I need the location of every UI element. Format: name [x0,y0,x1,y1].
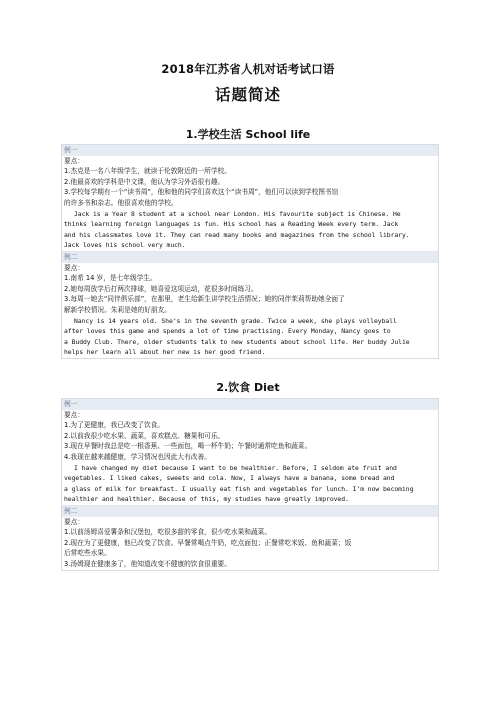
point-line: 3.学校每学期有一个“读书周”，他和他的同学们喜欢这个“读书周”，他们可以读到学校图书馆 [64,188,339,197]
example-label: 例二 [62,506,438,517]
point-line: 1.以前汤姆喜爱薯条和汉堡包，吃很多甜的零食，很少吃水果和蔬菜。 [64,528,272,537]
example-box-diet [61,398,439,571]
points-label: 要点： [64,410,85,419]
document-title: 2018年江苏省人机对话考试口语 [161,62,335,76]
point-line: 2.现在为了更健康，他已改变了饮食。早餐常喝点牛奶，吃点面包；正餐常吃米饭、鱼和蔬菜；饭 [64,538,352,547]
passage-line: Jack is a Year 8 student at a school near London. His favourite subject is Chinese. He [74,209,401,218]
point-line: 2.以前我很少吃水果、蔬菜，喜欢糕点、糖果和可乐。 [64,431,225,440]
passage-line: helps her learn all about her new is her good friend. [64,348,266,357]
point-line: 1.南希 14 岁，是七年级学生。 [64,274,157,283]
point-line: 1.杰克是一名八年级学生，就读于伦敦附近的一所学校。 [64,167,231,176]
passage-line: vegetables. I liked cakes, sweets and cola. Now, I always have a banana, some bread and [64,474,395,483]
point-line: 后常吃些水果。 [64,549,111,558]
point-line: 的许多书和杂志。他很喜欢他的学校。 [64,198,178,207]
document-subtitle: 话题简述 [214,86,281,104]
section-heading-school-life: 1.学校生活 School life [185,128,311,141]
point-line: 3.现在早餐时我总是吃一根香蕉、一些面包，喝一杯牛奶；午餐时通常吃鱼和蔬菜。 [64,442,312,451]
point-line: 2.她每周放学后打两次排球，她喜爱这项运动，花很多时间练习。 [64,284,258,293]
passage-line: Jack loves his school very much. [64,241,186,250]
example-label: 例二 [62,252,438,263]
passage-line: after loves this game and spends a lot of time practising. Every Monday, Nancy goes to [64,327,391,336]
passage-line: and his classmates love it. They can read many books and magazines from the school library. [64,230,410,239]
passage-line: I have changed my diet because I want to be healthier. Before, I seldom ate fruit and [74,463,397,472]
point-line: 解新学校情况。朱莉是她的好朋友。 [64,305,171,314]
point-line: 4.我现在越来越健康，学习情况也因此大有改善。 [64,452,211,461]
points-label: 要点： [64,156,85,165]
passage-line: thinks learning foreign languages is fun. His school has a Reading Week every term. Jack [64,220,399,229]
points-label: 要点： [64,263,85,272]
point-line: 2.他最喜欢的学科是中文课，他认为学习外语很有趣。 [64,177,225,186]
point-line: 3.每周一她去“同伴俱乐部”，在那里，老生给新生讲学校生活情况；她的同伴茱莉帮助她全面了 [64,295,345,304]
point-line: 1.为了更健康，我已改变了饮食。 [64,421,165,430]
example-label: 例一 [62,399,438,410]
example-label: 例一 [62,145,438,156]
point-line: 3.汤姆现在健康多了，他知道改变不健康的饮食很重要。 [64,559,231,568]
passage-line: a Buddy Club. There, older students talk to new students about school life. Her buddy Julie [64,337,410,346]
example-box-school-life-1 [61,144,439,359]
points-label: 要点： [64,517,85,526]
passage-line: a glass of milk for breakfast. I usually eat fish and vegetables for lunch. I’m now becoming [64,484,414,493]
passage-line: Nancy is 14 years old. She’s in the seventh grade. Twice a week, she plays volleyball [74,316,397,325]
section-heading-diet: 2.饮食 Diet [216,381,280,394]
passage-line: healthier and healthier. Because of this, my studies have greatly improved. [64,495,349,504]
